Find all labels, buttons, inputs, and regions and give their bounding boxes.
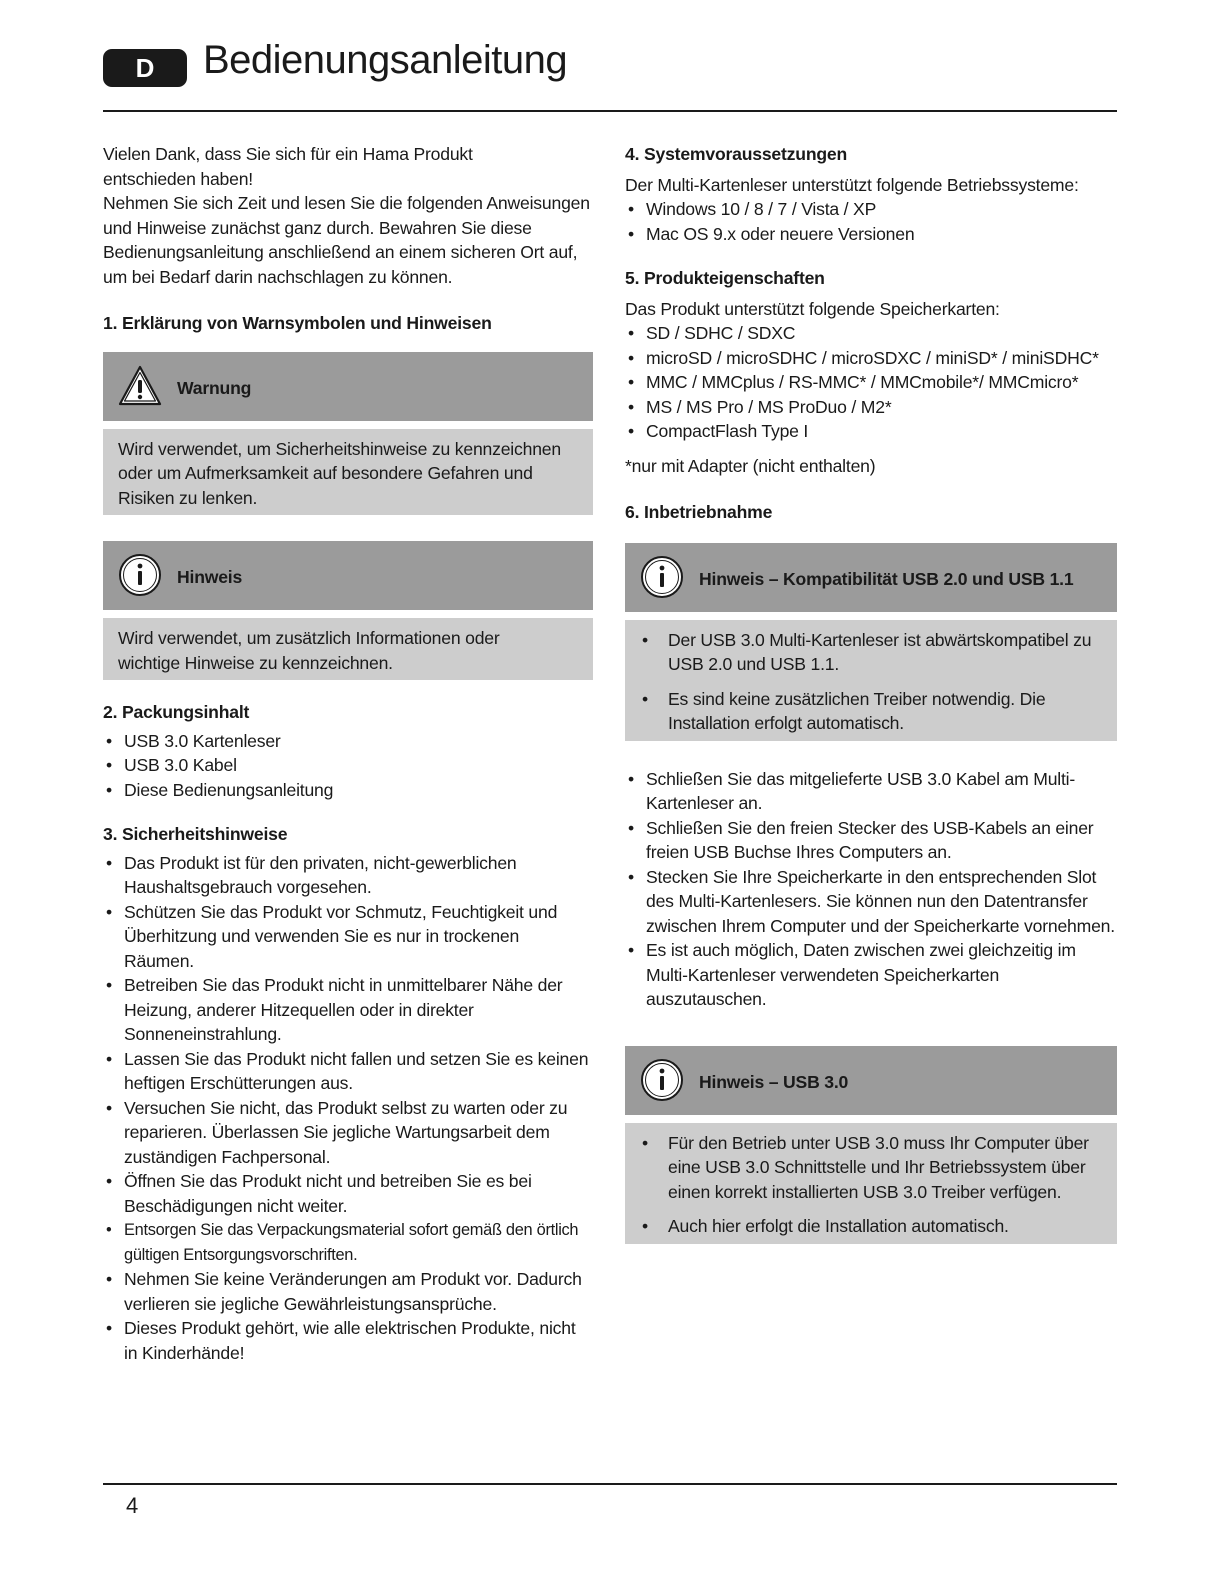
- right-column: [625, 142, 1117, 1244]
- section-4-intro: Der Multi-Kartenleser unterstützt folgende Betriebssysteme:: [625, 174, 1079, 195]
- list-item: • Für den Betrieb unter USB 3.0 muss Ihr Computer über eine USB 3.0 Schnittstelle und Ihr Betriebssystem über einen korrekt installierten USB 3.0 Treiber verfügen.: [640, 1131, 1102, 1205]
- usb2-note-header: [625, 543, 1117, 612]
- list-item: • Schützen Sie das Produkt vor Schmutz, Feuchtigkeit und Überhitzung und verwenden Sie es nur in trockenen Räumen.: [103, 900, 593, 974]
- list-item: • microSD / microSDHC / microSDXC / miniSD* / miniSDHC*: [625, 346, 1117, 371]
- note-title: Hinweis: [177, 567, 243, 587]
- list-item: • Entsorgen Sie das Verpackungsmaterial sofort gemäß den örtlich gültigen Entsorgungsvorschriften.: [103, 1218, 593, 1267]
- safety-list: [103, 851, 593, 1366]
- memory-cards-list: [625, 321, 1117, 444]
- page-title: Bedienungsanleitung: [203, 38, 568, 82]
- language-badge: D: [103, 49, 187, 87]
- setup-steps-list: [625, 767, 1117, 1012]
- info-icon: [639, 554, 685, 600]
- list-item: • Schließen Sie das mitgelieferte USB 3.0 Kabel am Multi-Kartenleser an.: [625, 767, 1117, 816]
- section-2-heading: 2. Packungsinhalt: [103, 702, 250, 722]
- package-contents-list: [103, 729, 593, 803]
- list-item: • Diese Bedienungsanleitung: [103, 778, 593, 803]
- usb2-note-box: [625, 543, 1117, 741]
- info-icon: [117, 552, 163, 598]
- list-item: • Es sind keine zusätzlichen Treiber notwendig. Die Installation erfolgt automatisch.: [640, 687, 1102, 736]
- list-item: • Der USB 3.0 Multi-Kartenleser ist abwärtskompatibel zu USB 2.0 und USB 1.1.: [640, 628, 1102, 677]
- intro-instructions: Nehmen Sie sich Zeit und lesen Sie die folgenden Anweisungen und Hinweise zunächst ganz durch. Bewahren Sie diese Bedienungsanleitung anschließend an einem sicheren Ort auf, um bei Bedarf darin nachschlagen zu können.: [103, 193, 590, 287]
- list-item: • MMC / MMCplus / RS-MMC* / MMCmobile*/ MMCmicro*: [625, 370, 1117, 395]
- usb3-note-header: [625, 1046, 1117, 1115]
- warning-box: [103, 352, 593, 516]
- list-item: • Das Produkt ist für den privaten, nicht-gewerblichen Haushaltsgebrauch vorgesehen.: [103, 851, 593, 900]
- list-item: • Versuchen Sie nicht, das Produkt selbst zu warten oder zu reparieren. Überlassen Sie jegliche Wartungsarbeit dem zuständigen Fachpersonal.: [103, 1096, 593, 1170]
- list-item: • Mac OS 9.x oder neuere Versionen: [625, 222, 1117, 247]
- list-item: • Stecken Sie Ihre Speicherkarte in den entsprechenden Slot des Multi-Kartenlesers. Sie können nun den Datentransfer zwischen Ihrem Computer und der Speicherkarte vornehmen.: [625, 865, 1117, 939]
- warning-text: Wird verwendet, um Sicherheitshinweise zu kennzeichnen oder um Aufmerksamkeit auf besondere Gefahren und Risiken zu lenken.: [118, 438, 561, 508]
- list-item: • USB 3.0 Kartenleser: [103, 729, 593, 754]
- warning-box-body: [103, 429, 593, 516]
- list-item: • Windows 10 / 8 / 7 / Vista / XP: [625, 197, 1117, 222]
- warning-box-header: [103, 352, 593, 421]
- section-3-heading: 3. Sicherheitshinweise: [103, 824, 288, 844]
- footer-divider: [103, 1483, 1117, 1485]
- section-4-heading: 4. Systemvoraussetzungen: [625, 144, 848, 164]
- list-item: • Es ist auch möglich, Daten zwischen zwei gleichzeitig im Multi-Kartenleser verwendeten Speicherkarten auszutauschen.: [625, 938, 1117, 1012]
- warning-title: Warnung: [177, 377, 252, 398]
- list-item: • CompactFlash Type I: [625, 419, 1117, 444]
- usb3-note-title: Hinweis – USB 3.0: [699, 1071, 849, 1092]
- section-5-intro: Das Produkt unterstützt folgende Speicherkarten:: [625, 298, 1000, 319]
- system-requirements-list: [625, 197, 1117, 246]
- info-icon: [639, 1057, 685, 1103]
- page-header: [103, 38, 1117, 112]
- usb3-note-list: [640, 1131, 1102, 1239]
- usb2-note-body: [625, 620, 1117, 741]
- list-item: • Nehmen Sie keine Veränderungen am Produkt vor. Dadurch verlieren sie jegliche Gewährleistungsansprüche.: [103, 1267, 593, 1316]
- list-item: • Auch hier erfolgt die Installation automatisch.: [640, 1214, 1102, 1239]
- list-item: • Öffnen Sie das Produkt nicht und betreiben Sie es bei Beschädigungen nicht weiter.: [103, 1169, 593, 1218]
- section-6-heading: 6. Inbetriebnahme: [625, 502, 773, 522]
- list-item: • Lassen Sie das Produkt nicht fallen und setzen Sie es keinen heftigen Erschütterungen aus.: [103, 1047, 593, 1096]
- intro-thanks: Vielen Dank, dass Sie sich für ein Hama Produkt entschieden haben!: [103, 144, 473, 189]
- usb3-note-body: [625, 1123, 1117, 1244]
- list-item: • USB 3.0 Kabel: [103, 753, 593, 778]
- usb3-note-box: [625, 1046, 1117, 1244]
- page-number: 4: [126, 1493, 139, 1518]
- note-box-header: [103, 541, 593, 610]
- note-box: [103, 541, 593, 680]
- section-5-heading: 5. Produkteigenschaften: [625, 268, 825, 288]
- section-1-heading: 1. Erklärung von Warnsymbolen und Hinweisen: [103, 313, 492, 333]
- list-item: • Betreiben Sie das Produkt nicht in unmittelbarer Nähe der Heizung, anderer Hitzequellen oder in direkter Sonneneinstrahlung.: [103, 973, 593, 1047]
- list-item: • Schließen Sie den freien Stecker des USB-Kabels an einer freien USB Buchse Ihres Computers an.: [625, 816, 1117, 865]
- list-item: • SD / SDHC / SDXC: [625, 321, 1117, 346]
- warning-triangle-icon: [117, 363, 163, 409]
- list-item: • MS / MS Pro / MS ProDuo / M2*: [625, 395, 1117, 420]
- adapter-footnote: *nur mit Adapter (nicht enthalten): [625, 455, 876, 476]
- usb2-note-list: [640, 628, 1102, 736]
- list-item: • Dieses Produkt gehört, wie alle elektrischen Produkte, nicht in Kinderhände!: [103, 1316, 593, 1365]
- note-text: Wird verwendet, um zusätzlich Informationen oder wichtige Hinweise zu kennzeichnen.: [118, 628, 500, 673]
- note-box-body: [103, 618, 593, 680]
- left-column: [103, 142, 593, 1365]
- usb2-note-title: Hinweis – Kompatibilität USB 2.0 und USB 1.1: [699, 568, 1074, 589]
